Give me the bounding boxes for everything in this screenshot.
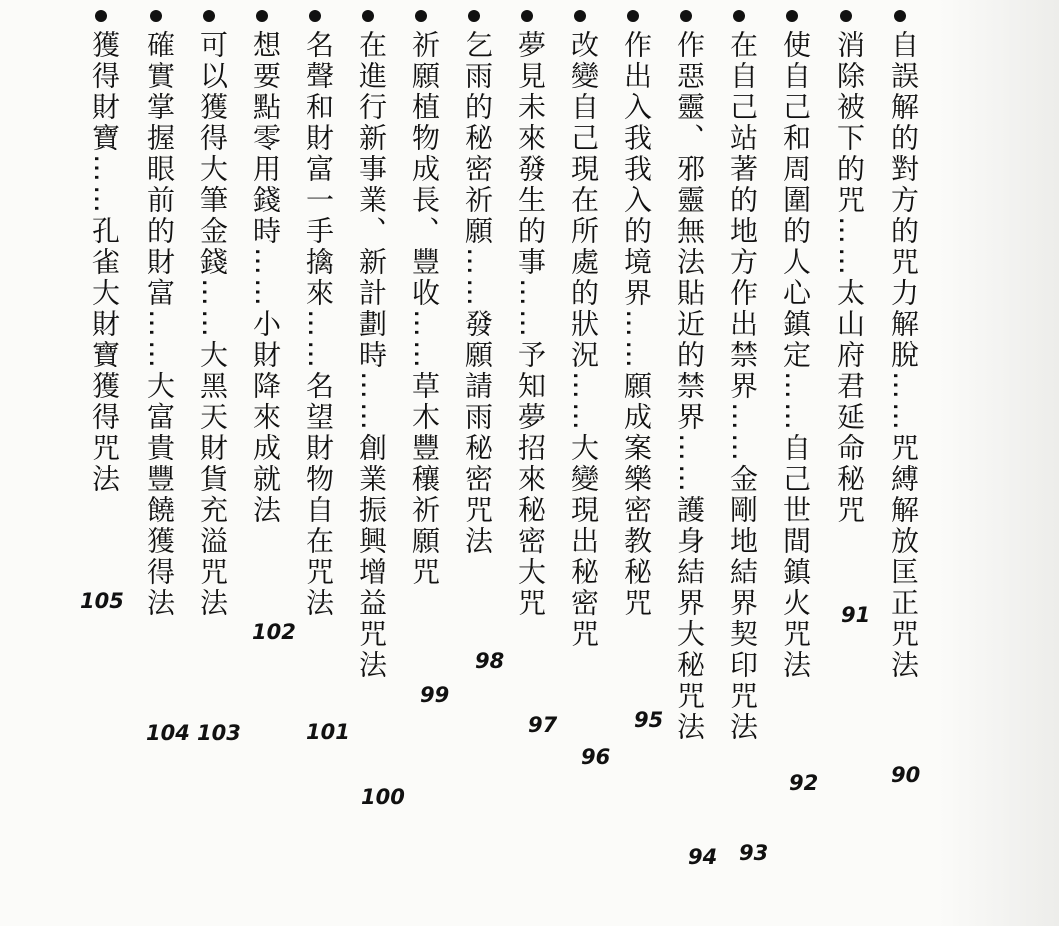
page-number: 102 <box>252 620 296 644</box>
toc-entry <box>887 0 935 926</box>
toc-entry <box>302 0 350 926</box>
toc-entry <box>833 0 881 926</box>
page-edge-shadow <box>939 0 1059 926</box>
page-number: 90 <box>891 763 921 787</box>
entry-title: 想要點零用錢時……小財降來成就法 <box>249 30 282 526</box>
entry-title: 自誤解的對方的咒力解脫……咒縛解放匡正咒法 <box>887 30 920 681</box>
entry-title: 消除被下的咒……太山府君延命秘咒 <box>833 30 866 526</box>
entry-title: 乞雨的秘密祈願……發願請雨秘密咒法 <box>461 30 494 557</box>
bullet-icon <box>521 10 533 22</box>
page-number: 96 <box>581 745 611 769</box>
toc-entry <box>196 0 244 926</box>
entry-title: 改變自己現在所處的狀況……大變現出秘密咒 <box>567 30 600 650</box>
page-number: 93 <box>739 841 769 865</box>
page-number: 97 <box>528 713 558 737</box>
bullet-icon <box>680 10 692 22</box>
page-number: 98 <box>475 649 505 673</box>
toc-entry <box>620 0 668 926</box>
bullet-icon <box>627 10 639 22</box>
entry-title: 名聲和財富一手擒來……名望財物自在咒法 <box>302 30 335 619</box>
bullet-icon <box>309 10 321 22</box>
toc-entry <box>461 0 509 926</box>
bullet-icon <box>733 10 745 22</box>
entry-title: 確實掌握眼前的財富……大富貴豐饒獲得法 <box>143 30 176 619</box>
toc-entry <box>408 0 456 926</box>
page-number: 105 <box>80 589 124 613</box>
bullet-icon <box>574 10 586 22</box>
toc-entry <box>673 0 721 926</box>
bullet-icon <box>362 10 374 22</box>
page-number: 100 <box>361 785 405 809</box>
bullet-icon <box>840 10 852 22</box>
toc-entry <box>249 0 297 926</box>
page-number: 92 <box>789 771 819 795</box>
toc-entry <box>143 0 191 926</box>
page-number: 99 <box>420 683 450 707</box>
bullet-icon <box>786 10 798 22</box>
bullet-icon <box>95 10 107 22</box>
bullet-icon <box>203 10 215 22</box>
entry-title: 作惡靈、邪靈無法貼近的禁界……護身結界大秘咒法 <box>673 30 706 743</box>
entry-title: 作出入我我入的境界……願成案樂密教秘咒 <box>620 30 653 619</box>
bullet-icon <box>894 10 906 22</box>
bullet-icon <box>256 10 268 22</box>
page-number: 101 <box>306 720 350 744</box>
page-number: 95 <box>634 708 664 732</box>
entry-title: 可以獲得大筆金錢……大黑天財貨充溢咒法 <box>196 30 229 619</box>
entry-title: 夢見未來發生的事……予知夢招來秘密大咒 <box>514 30 547 619</box>
toc-entry <box>726 0 774 926</box>
page-number: 94 <box>688 845 718 869</box>
toc-entry <box>567 0 615 926</box>
bullet-icon <box>468 10 480 22</box>
entry-title: 使自己和周圍的人心鎮定……自己世間鎮火咒法 <box>779 30 812 681</box>
toc-entry <box>88 0 136 926</box>
page-number: 104 <box>146 721 190 745</box>
toc-entry <box>514 0 562 926</box>
entry-title: 在自己站著的地方作出禁界……金剛地結界契印咒法 <box>726 30 759 743</box>
entry-title: 祈願植物成長、豐收……草木豐穰祈願咒 <box>408 30 441 588</box>
entry-title: 獲得財寶……孔雀大財寶獲得咒法 <box>88 30 121 495</box>
entry-title: 在進行新事業、新計劃時……創業振興增益咒法 <box>355 30 388 681</box>
page-number: 103 <box>197 721 241 745</box>
bullet-icon <box>150 10 162 22</box>
page-number: 91 <box>841 603 871 627</box>
bullet-icon <box>415 10 427 22</box>
